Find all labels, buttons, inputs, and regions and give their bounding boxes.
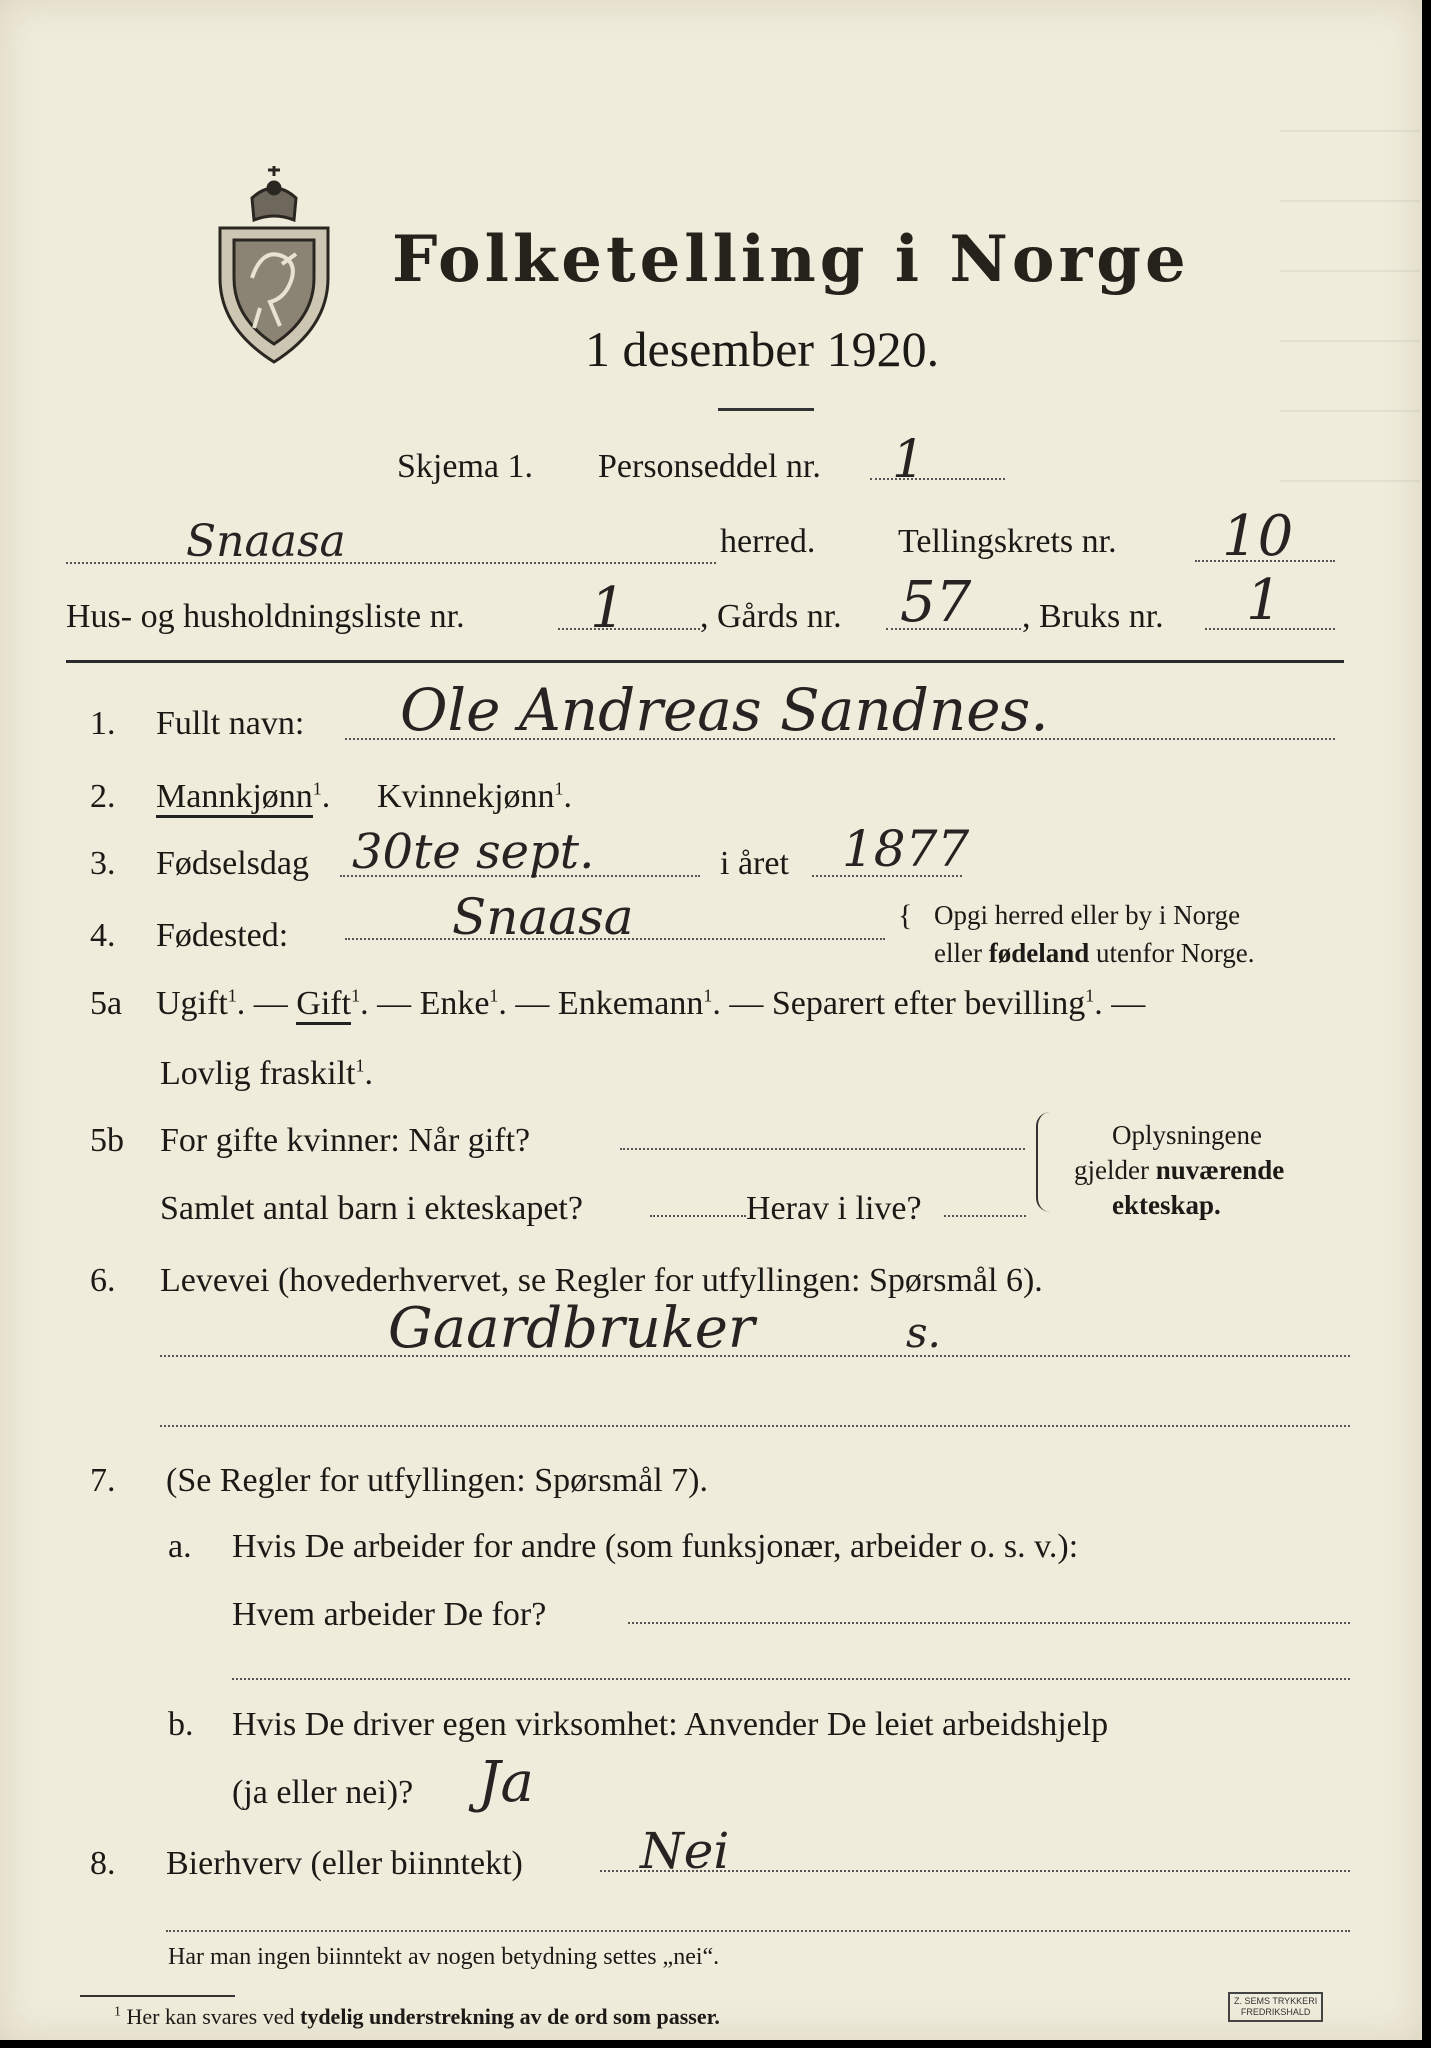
q6-number: 6. bbox=[90, 1262, 116, 1299]
q8-number: 8. bbox=[90, 1845, 116, 1882]
schema-label: Skjema 1. bbox=[397, 448, 533, 485]
q4-brace: { bbox=[898, 899, 913, 932]
q5b-alive-label: Herav i live? bbox=[746, 1190, 922, 1227]
q4-note-line2: eller fødeland utenfor Norge. bbox=[934, 938, 1255, 968]
tellingskrets-label: Tellingskrets nr. bbox=[898, 523, 1117, 560]
q6-label: Levevei (hovederhvervet, se Regler for utfyllingen: Spørsmål 6). bbox=[160, 1262, 1043, 1299]
q3-day-value: 30te sept. bbox=[352, 824, 595, 880]
q7b-letter: b. bbox=[168, 1706, 194, 1743]
q7-label: (Se Regler for utfyllingen: Spørsmål 7). bbox=[166, 1462, 709, 1499]
q5b-alive-field-line bbox=[944, 1215, 1026, 1217]
footer-note: Har man ingen biinntekt av nogen betydning settes „nei“. bbox=[168, 1944, 720, 1970]
q7a-text: Hvis De arbeider for andre (som funksjonær, arbeider o. s. v.): bbox=[232, 1528, 1079, 1565]
q7b-text: Hvis De driver egen virksomhet: Anvender De leiet arbeidshjelp bbox=[232, 1706, 1109, 1743]
q5b-number: 5b bbox=[90, 1122, 124, 1159]
q4-note-line1: Opgi herred eller by i Norge bbox=[934, 900, 1241, 930]
footnote: $^1$ Her kan svares ved tydelig understrekning av de ord som passer. bbox=[114, 2004, 720, 2029]
q2-male-option: Mannkjønn$^1$. bbox=[156, 778, 330, 816]
hus-label: Hus- og husholdningsliste nr. bbox=[66, 598, 465, 635]
gards-value: 57 bbox=[900, 570, 972, 635]
q1-number: 1. bbox=[90, 705, 116, 742]
q6-field-line-1 bbox=[160, 1355, 1350, 1357]
q7a-question: Hvem arbeider De for? bbox=[232, 1596, 547, 1633]
footnote-rule bbox=[80, 1995, 235, 1997]
q8-value: Nei bbox=[640, 1822, 730, 1880]
printer-stamp: Z. SEMS TRYKKERI FREDRIKSHALD bbox=[1228, 1992, 1323, 2022]
title-divider bbox=[718, 408, 814, 411]
herred-label: herred. bbox=[720, 523, 816, 560]
q7a-letter: a. bbox=[168, 1528, 192, 1565]
q7a-field-line-2 bbox=[232, 1678, 1350, 1680]
q7-number: 7. bbox=[90, 1462, 116, 1499]
herred-field-line bbox=[66, 562, 716, 564]
gards-label: , Gårds nr. bbox=[700, 598, 842, 635]
hus-value: 1 bbox=[590, 576, 626, 641]
q3-label: Fødselsdag bbox=[156, 845, 309, 882]
q4-value: Snaasa bbox=[452, 888, 634, 946]
q4-label: Fødested: bbox=[156, 917, 289, 954]
bruks-label: , Bruks nr. bbox=[1022, 598, 1164, 635]
q5a-divorced-option: Lovlig fraskilt$^1$. bbox=[160, 1055, 373, 1092]
q3-number: 3. bbox=[90, 845, 116, 882]
q5b-note-line1: Oplysningene bbox=[1112, 1120, 1262, 1150]
q1-label: Fullt navn: bbox=[156, 705, 305, 742]
q7b-value: Ja bbox=[478, 1750, 534, 1815]
personseddel-label: Personseddel nr. bbox=[598, 448, 821, 485]
q3-year-label: i året bbox=[720, 845, 789, 882]
q7a-field-line-1 bbox=[628, 1622, 1350, 1624]
q8-label: Bierhverv (eller biinntekt) bbox=[166, 1845, 523, 1882]
q5b-married-field-line bbox=[620, 1148, 1025, 1150]
personseddel-field-line bbox=[870, 478, 1005, 480]
q2-number: 2. bbox=[90, 778, 116, 815]
bruks-value: 1 bbox=[1246, 568, 1282, 633]
q3-year-value: 1877 bbox=[842, 820, 970, 878]
q4-number: 4. bbox=[90, 917, 116, 954]
q8-field-line-2 bbox=[166, 1930, 1350, 1932]
hus-field-line bbox=[558, 628, 700, 630]
q5b-note-line3: ekteskap. bbox=[1112, 1190, 1221, 1220]
q5a-marital-options: Ugift$^1$. — Gift$^1$. — Enke$^1$. — Enkemann$^1$. — Separert efter bevilling$^1$. — bbox=[156, 985, 1145, 1023]
q5b-children-field-line bbox=[650, 1215, 746, 1217]
bleed-through-shadow bbox=[1280, 90, 1420, 490]
q5b-children-label: Samlet antal barn i ekteskapet? bbox=[160, 1190, 583, 1227]
q5a-number: 5a bbox=[90, 985, 123, 1022]
form-title: Folketelling i Norge bbox=[392, 222, 1190, 297]
q2-female-option: Kvinnekjønn$^1$. bbox=[377, 778, 573, 815]
q7b-question: (ja eller nei)? bbox=[232, 1774, 414, 1811]
q6-field-line-2 bbox=[160, 1425, 1350, 1427]
section-rule bbox=[66, 660, 1344, 663]
q5b-brace bbox=[1036, 1112, 1060, 1212]
herred-value: Snaasa bbox=[186, 516, 346, 567]
q5b-line1: For gifte kvinner: Når gift? bbox=[160, 1122, 531, 1159]
norwegian-coat-of-arms-icon bbox=[212, 158, 337, 373]
q6-value: Gaardbruker bbox=[388, 1296, 755, 1361]
q1-value: Ole Andreas Sandnes. bbox=[400, 676, 1049, 744]
personseddel-value: 1 bbox=[892, 430, 926, 490]
tellingskrets-value: 10 bbox=[1222, 504, 1294, 569]
q6-value-suffix: s. bbox=[906, 1308, 941, 1357]
census-date: 1 desember 1920. bbox=[585, 321, 940, 377]
q5b-note-line2: gjelder nuværende bbox=[1074, 1155, 1285, 1185]
